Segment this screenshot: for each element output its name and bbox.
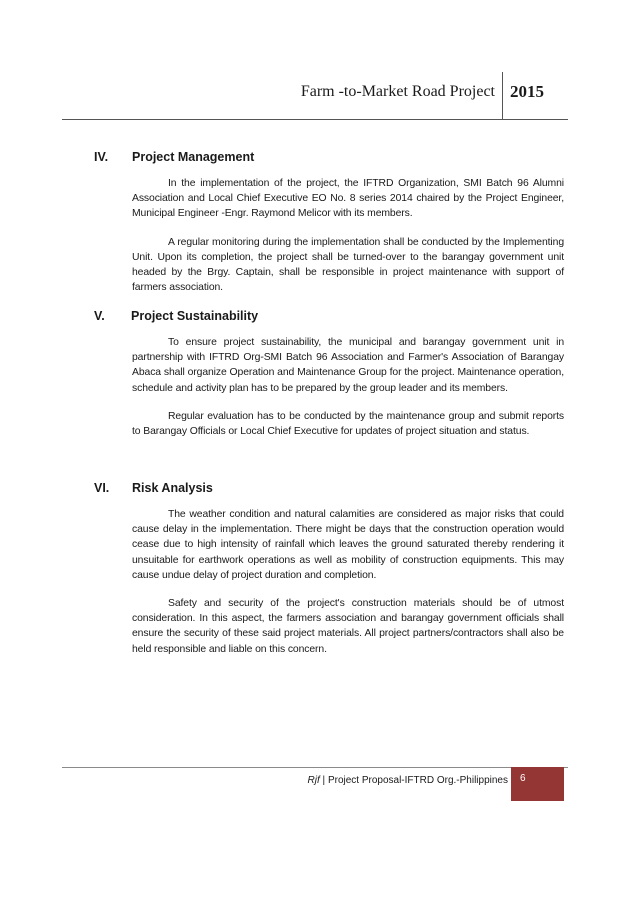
footer-author: Rjf: [307, 775, 320, 786]
footer-rule: [62, 767, 568, 768]
paragraph: Safety and security of the project's construction materials should be of utmost consideration. In this aspect, the farmers association and barangay government officials shall ensure the security of these said project materials. All project partners/contractors shall also be held responsible and liable on this concern.: [132, 598, 564, 655]
footer-caption: Project Proposal-IFTRD Org.-Philippines: [327, 775, 508, 786]
section-number: V.: [94, 309, 105, 323]
paragraph: To ensure project sustainability, the municipal and barangay government unit in partnership with IFTRD Org-SMI Batch 96 Association and Farmer's Association of Barangay Abaca shall organize Operation and Maintenance Group for the project. Maintenance operation, schedule and activity plan has to be prepared by the group leader and its members.: [132, 337, 564, 394]
section-project-sustainability: [94, 309, 564, 439]
section-heading: [94, 309, 564, 329]
page-number-box: [511, 767, 564, 801]
section-heading: [94, 481, 564, 501]
section-number: VI.: [94, 481, 110, 495]
page-number: 6: [520, 773, 526, 784]
section-title: Project Sustainability: [131, 309, 259, 323]
header-year: 2015: [510, 82, 544, 101]
header-title: Farm -to-Market Road Project: [300, 83, 495, 100]
section-title: Project Management: [132, 150, 255, 164]
header-divider: [502, 72, 503, 120]
footer-separator: |: [319, 775, 328, 786]
footer-text: [308, 775, 508, 786]
header-rule: [62, 119, 568, 120]
section-number: IV.: [94, 150, 109, 164]
section-project-management: [94, 150, 564, 295]
paragraph: Regular evaluation has to be conducted by the maintenance group and submit reports to Barangay Officials or Local Chief Executive for updates of project situation and status.: [132, 410, 564, 438]
section-risk-analysis: [94, 481, 564, 657]
paragraph: A regular monitoring during the implementation shall be conducted by the Implementing Unit. Upon its completion, the project shall be turned-over to the barangay government unit headed by the Brgy. Captain, shall be responsible in project maintenance with support of farmers association.: [132, 236, 564, 294]
paragraph: The weather condition and natural calamities are considered as major risks that could cause delay in the implementation. There might be days that the construction operation would cease due to high intensity of rainfall which leaves the ground saturated thereby rendering it unsuitable for earthwork operations as well as mobility of construction equipments. This may cause undue delay of project duration and completion.: [132, 509, 564, 581]
section-heading: [94, 150, 564, 170]
paragraph: In the implementation of the project, the IFTRD Organization, SMI Batch 96 Alumni Association and Local Chief Executive EO No. 8 series 2014 chaired by the Project Engineer, Municipal Engineer -Engr. Raymond Melicor with its members.: [132, 178, 564, 220]
section-title: Risk Analysis: [132, 481, 213, 495]
